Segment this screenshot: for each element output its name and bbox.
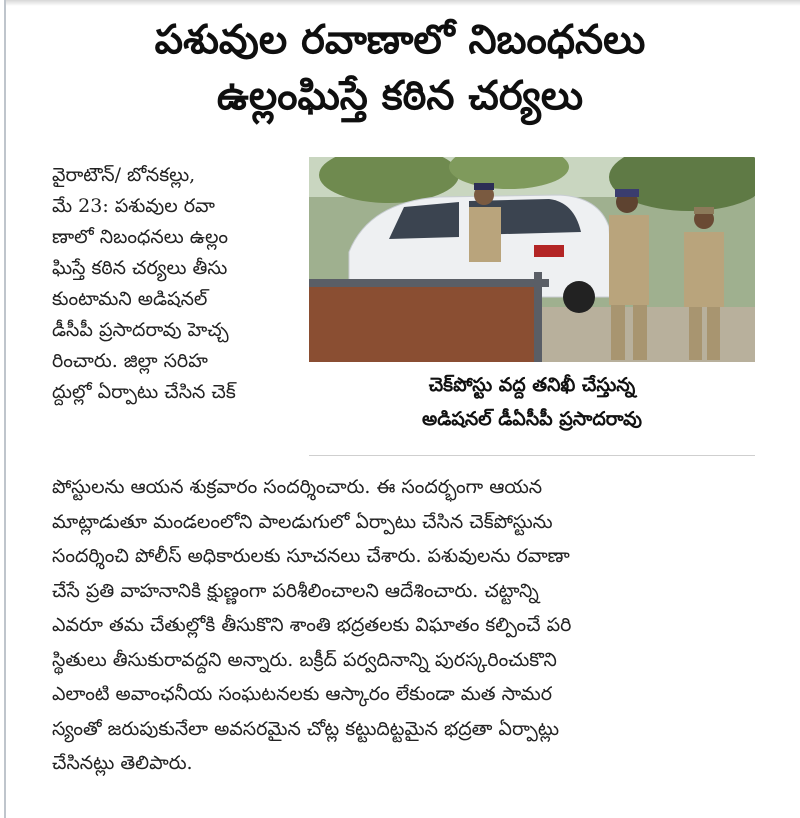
article-line: వైరాటౌన్/ బోనకల్లు, bbox=[52, 164, 196, 186]
news-photo bbox=[309, 157, 755, 362]
headline-line-2: ఉల్లంఘిస్తే కఠిన చర్యలు bbox=[216, 73, 584, 119]
article-line: చేసినట్లు తెలిపారు. bbox=[52, 752, 193, 774]
caption-line-2: అడిషనల్ డీఏసీపీ ప్రసాదరావు bbox=[422, 408, 642, 430]
article-line: ద్దుల్లో ఏర్పాటు చేసిన చెక్ bbox=[52, 381, 236, 403]
article-line: పోస్టులను ఆయన శుక్రవారం సందర్శించారు. ఈ సందర్భంగా ఆయన bbox=[52, 476, 543, 498]
article-line: ఎవరూ తమ చేతుల్లోకి తీసుకొని శాంతి భద్రతలకు విఘాతం కల్పించే పరి bbox=[52, 614, 572, 636]
article-full-text bbox=[52, 470, 767, 781]
article-line: ఘిస్తే కఠిన చర్యలు తీసు bbox=[52, 257, 228, 279]
article-line: స్యంతో జరుపుకునేలా అవసరమైన చోట్ల కట్టుదిట్టమైన భద్రతా ఏర్పాట్లు bbox=[52, 717, 560, 740]
article-line: కుంటామని అడిషనల్ bbox=[52, 288, 208, 310]
photo-caption bbox=[309, 368, 755, 436]
article-line: చేసే ప్రతి వాహనానికి క్షుణ్ణంగా పరిశీలించాలని ఆదేశించారు. చట్టాన్ని bbox=[52, 579, 539, 602]
article-line: సందర్శించి పోలీస్ అధికారులకు సూచనలు చేశారు. పశువులను రవాణా bbox=[52, 545, 570, 567]
headline bbox=[20, 12, 780, 124]
article-line: ఎలాంటి అవాంఛనీయ సంఘటనలకు ఆస్కారం లేకుండా మత సామర bbox=[52, 683, 552, 705]
page-left-rule bbox=[4, 0, 6, 818]
caption-divider bbox=[309, 455, 755, 456]
article-line: ణాలో నిబంధనలు ఉల్లం bbox=[52, 226, 229, 248]
article-line: మే 23: పశువుల రవా bbox=[52, 195, 215, 217]
article-line: రించారు. జిల్లా సరిహ bbox=[52, 350, 208, 372]
top-edge bbox=[6, 0, 800, 6]
headline-line-1: పశువుల రవాణాలో నిబంధనలు bbox=[154, 17, 646, 63]
article-column-text bbox=[52, 160, 302, 408]
article-line: మాట్లాడుతూ మండలంలోని పాలడుగులో ఏర్పాటు చేసిన చెక్‌పోస్టును bbox=[52, 510, 553, 533]
article-line: డీసీపీ ప్రసాదరావు హెచ్చ bbox=[52, 319, 229, 341]
caption-line-1: చెక్‌పోస్టు వద్ద తనిఖీ చేస్తున్న bbox=[428, 374, 636, 396]
article-line: స్థితులు తీసుకురావద్దని అన్నారు. బక్రీద్ పర్వదినాన్ని పురస్కరించుకొని bbox=[52, 648, 557, 671]
